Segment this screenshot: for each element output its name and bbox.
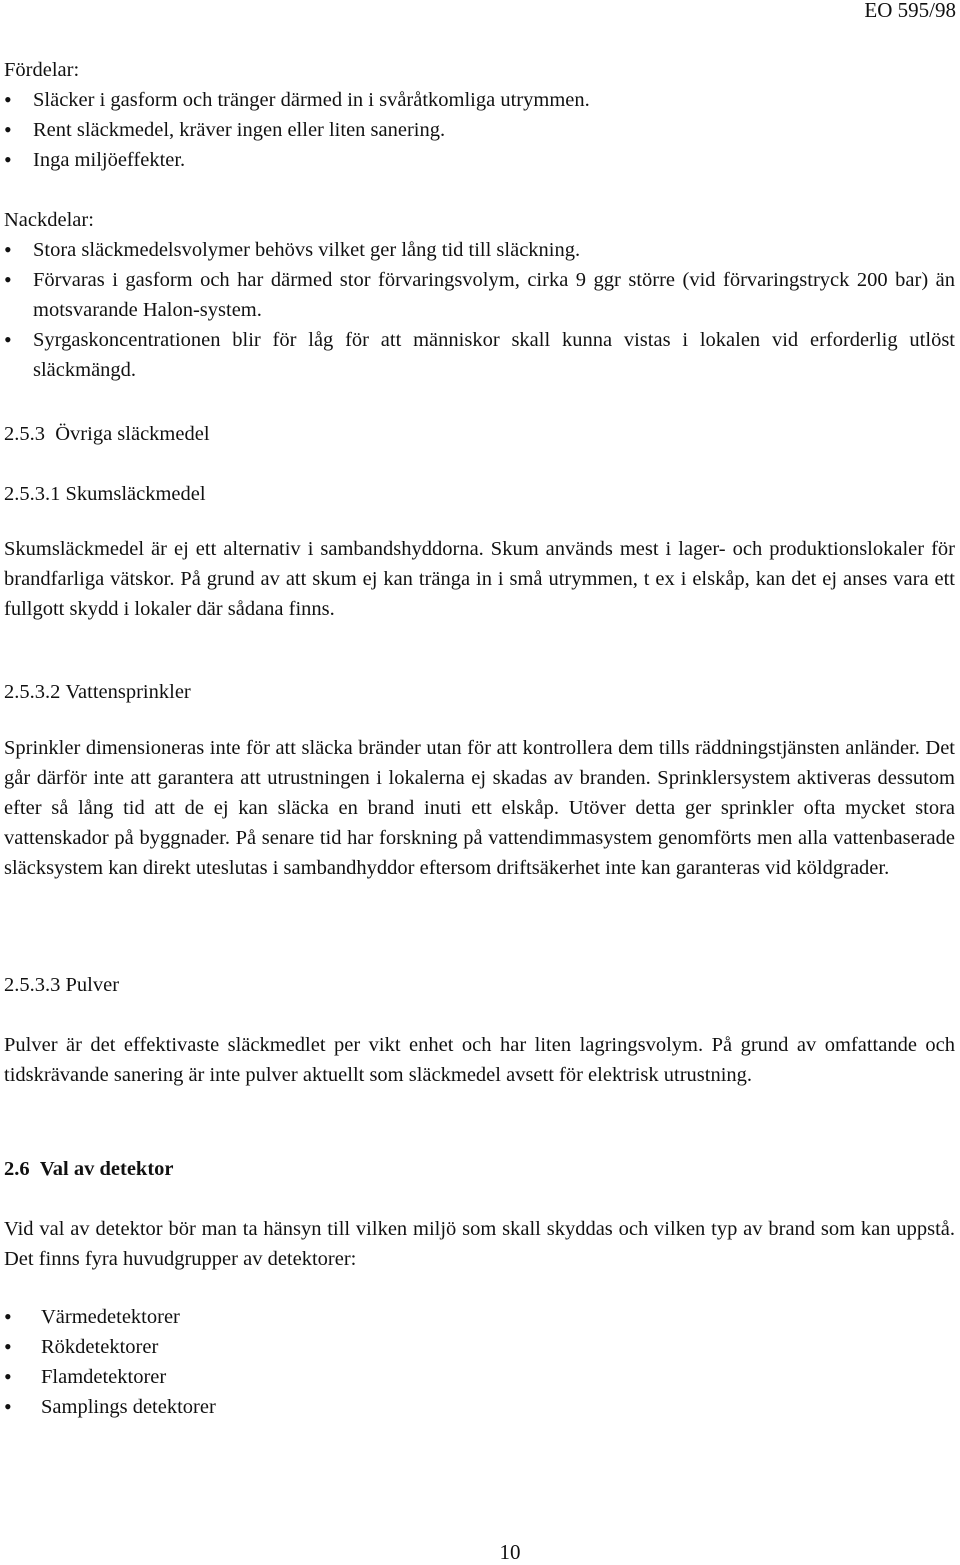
- section-number: 2.5.3.2: [4, 681, 61, 703]
- disadvantages-section: [4, 205, 955, 385]
- list-item: • Flamdetektorer: [4, 1362, 955, 1392]
- detector-list: [4, 1302, 955, 1422]
- section-heading-2-6: [4, 1154, 955, 1184]
- section-title: Pulver: [65, 974, 120, 996]
- section-title: Skumsläckmedel: [65, 483, 206, 505]
- section-title: Val av detektor: [39, 1158, 174, 1180]
- list-item: • Samplings detektorer: [4, 1392, 955, 1422]
- section-number: 2.6: [4, 1158, 30, 1180]
- section-number: 2.5.3: [4, 423, 45, 445]
- list-item: • Släcker i gasform och tränger därmed in i svåråtkomliga utrymmen.: [4, 85, 955, 115]
- disadvantages-label: Nackdelar:: [4, 209, 94, 231]
- section-title: Vattensprinkler: [65, 681, 191, 703]
- list-item: • Rökdetektorer: [4, 1332, 955, 1362]
- list-item: • Inga miljöeffekter.: [4, 145, 955, 175]
- document-code: EO 595/98: [864, 0, 956, 22]
- disadvantages-list: [4, 235, 955, 385]
- section-number: 2.5.3.1: [4, 483, 61, 505]
- section-heading-2-5-3-1: [4, 479, 955, 509]
- paragraph-pulver: Pulver är det effektivaste släckmedlet per vikt enhet och har liten lagringsvolym. På grund av omfattande och tidskrävande sanering är inte pulver aktuellt som släckmedel avsett för elektrisk utrustning.: [4, 1034, 955, 1086]
- advantages-list: [4, 85, 955, 175]
- list-item: • Syrgaskoncentrationen blir för låg för att människor skall kunna vistas i lokalen vid erforderlig utlöst släckmängd.: [4, 325, 955, 385]
- paragraph-detektor: Vid val av detektor bör man ta hänsyn till vilken miljö som skall skyddas och vilken typ av brand som kan uppstå. Det finns fyra huvudgrupper av detektorer:: [4, 1218, 955, 1270]
- paragraph-skum: Skumsläckmedel är ej ett alternativ i sambandshyddorna. Skum används mest i lager- och produktionslokaler för brandfarliga vätskor. På grund av att skum ej kan tränga in i små utrymmen, t ex i elskåp, kan det ej anses vara ett fullgott skydd i lokaler där sådana finns.: [4, 538, 955, 620]
- section-title: Övriga släckmedel: [55, 423, 210, 445]
- detector-section: [4, 1302, 955, 1422]
- section-number: 2.5.3.3: [4, 974, 61, 996]
- list-item: • Stora släckmedelsvolymer behövs vilket ger lång tid till släckning.: [4, 235, 955, 265]
- advantages-section: [4, 55, 955, 175]
- list-item: • Rent släckmedel, kräver ingen eller liten sanering.: [4, 115, 955, 145]
- paragraph-sprinkler: Sprinkler dimensioneras inte för att släcka bränder utan för att kontrollera dem tills räddningstjänsten anländer. Det går därför inte att garantera att utrustningen i lokalerna ej skadas av branden. Sprinklersystem aktiveras dessutom efter så lång tid att de ej kan släcka en brand inuti ett elskåp. Utöver detta ger sprinkler ofta mycket stora vattenskador på byggnader. På senare tid har forskning på vattendimmasystem genomförts men alla vattenbaserade släcksystem kan direkt uteslutas i sambandhyddor eftersom driftsäkerhet inte kan garanteras vid köldgrader.: [4, 737, 955, 879]
- section-heading-2-5-3-2: [4, 677, 955, 707]
- section-heading-2-5-3: [4, 419, 955, 449]
- list-item: • Värmedetektorer: [4, 1302, 955, 1332]
- section-heading-2-5-3-3: [4, 970, 955, 1000]
- page-number: 10: [499, 1540, 521, 1564]
- advantages-label: Fördelar:: [4, 59, 80, 81]
- list-item: • Förvaras i gasform och har därmed stor förvaringsvolym, cirka 9 ggr större (vid förvaringstryck 200 bar) än motsvarande Halon-system.: [4, 265, 955, 325]
